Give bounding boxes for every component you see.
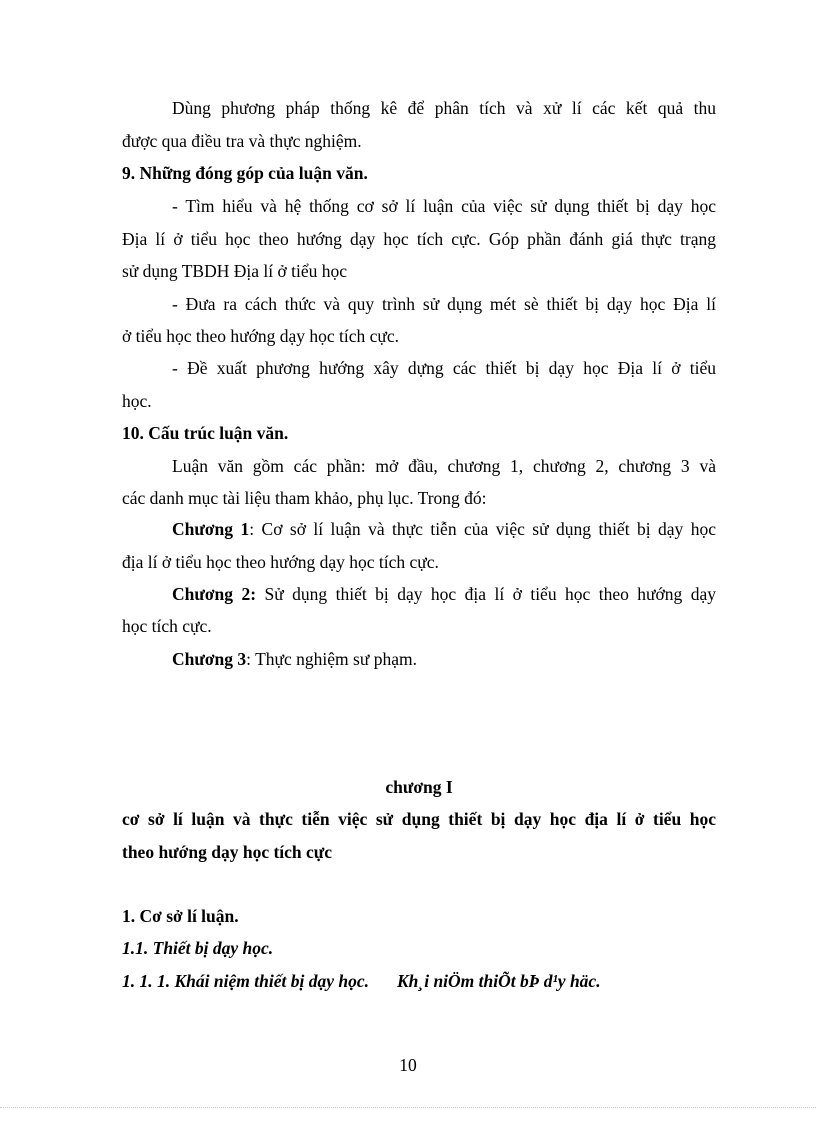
chapter-2-summary: [172, 583, 716, 605]
chapter-1-text: : Cơ sở lí luận và thực tiễn của việc sử dụng thiết bị dạy học: [249, 519, 717, 539]
contribution-3-line-1: - Đề xuất phương hướng xây dựng các thiết bị dạy học Địa lí ở tiểu: [172, 358, 716, 378]
section-10-heading: 10. Cấu trúc luận văn.: [122, 423, 289, 443]
chapter-2-label: Chương 2:: [172, 584, 257, 604]
chapter-3-label: Chương 3: [172, 649, 247, 669]
chapter-title: chương I: [385, 777, 453, 797]
page-edge-divider: [0, 1107, 816, 1108]
intro-line-2: được qua điều tra và thực nghiệm.: [122, 131, 362, 151]
chapter-2-text: Sử dụng thiết bị dạy học địa lí ở tiểu học theo hướng dạy: [256, 584, 716, 604]
chapter-1-label: Chương 1: [172, 519, 250, 539]
structure-para-line-2: các danh mục tài liệu tham khảo, phụ lục. Trong đó:: [122, 488, 487, 508]
chapter-subtitle-line-2: theo hướng dạy học tích cực: [122, 842, 333, 862]
chapter-1-summary-line-2: địa lí ở tiểu học theo hướng dạy học tích cực.: [122, 552, 439, 572]
contribution-1-line-3: sử dụng TBDH Địa lí ở tiểu học: [122, 261, 347, 281]
chapter-subtitle-line-1: cơ sở lí luận và thực tiễn việc sử dụng thiết bị dạy học địa lí ở tiểu học: [122, 809, 716, 829]
heading-1-1-1-text: 1. 1. 1. Khái niệm thiết bị dạy học.: [122, 971, 369, 991]
chapter-3-summary: [172, 648, 716, 670]
page-number: 10: [399, 1055, 417, 1075]
contribution-1-line-1: - Tìm hiểu và hệ thống cơ sở lí luận của việc sử dụng thiết bị dạy học: [172, 196, 716, 216]
contribution-1-line-2: Địa lí ở tiểu học theo hướng dạy học tích cực. Góp phần đánh giá thực trạng: [122, 229, 716, 249]
structure-para-line-1: Luận văn gồm các phần: mở đầu, chương 1, chương 2, chương 3 và: [172, 456, 716, 476]
heading-1-1-1: [122, 970, 716, 992]
contribution-2-line-2: ở tiểu học theo hướng dạy học tích cực.: [122, 326, 400, 346]
chapter-3-text: : Thực nghiệm sư phạm.: [246, 649, 417, 669]
contribution-3-line-2: học.: [122, 391, 152, 411]
heading-1-1: 1.1. Thiết bị dạy học.: [122, 938, 274, 958]
contribution-2-line-1: - Đưa ra cách thức và quy trình sử dụng mét sè thiết bị dạy học Địa lí: [172, 294, 716, 314]
section-9-heading: 9. Những đóng góp của luận văn.: [122, 163, 368, 183]
heading-1-1-1-garbled: Kh¸i niÖm thiÕt bÞ d¹y häc.: [396, 971, 601, 991]
chapter-2-summary-line-2: học tích cực.: [122, 616, 212, 636]
heading-1: 1. Cơ sở lí luận.: [122, 906, 239, 926]
chapter-1-summary: [172, 518, 716, 540]
intro-line-1: Dùng phương pháp thống kê để phân tích và xử lí các kết quả thu: [172, 98, 716, 118]
